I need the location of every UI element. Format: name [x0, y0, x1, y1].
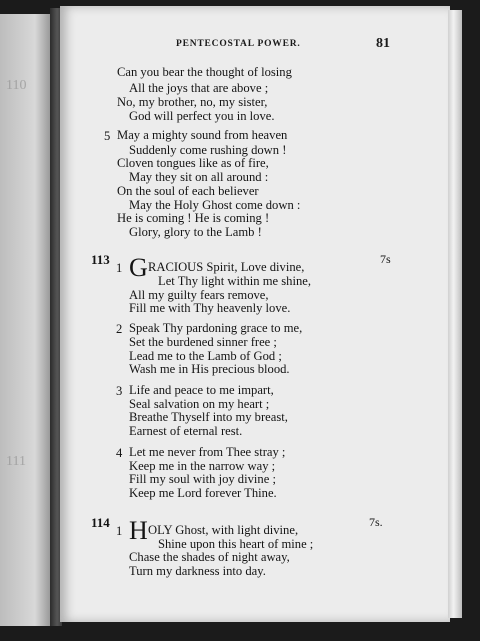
- left-page-number-bottom: 111: [6, 454, 26, 469]
- hymn-line: All my guilty fears remove,: [129, 288, 269, 302]
- hymn-line: Lead me to the Lamb of God ;: [129, 349, 282, 363]
- drop-cap: H: [129, 516, 148, 545]
- hymn-number: 114: [91, 515, 110, 530]
- hymn-line: RACIOUS Spirit, Love divine,: [148, 260, 305, 274]
- hymn-line: Wash me in His precious blood.: [129, 362, 290, 376]
- hymn-line: May the Holy Ghost come down :: [129, 198, 301, 212]
- hymn-line: Set the burdened sinner free ;: [129, 335, 277, 349]
- verse-number: 2: [116, 322, 123, 336]
- hymn-line: Let Thy light within me shine,: [158, 274, 311, 288]
- running-title: PENTECOSTAL POWER.: [176, 39, 301, 49]
- hymn-line: Life and peace to me impart,: [129, 383, 274, 397]
- hymn-line: Keep me Lord forever Thine.: [129, 486, 277, 500]
- hymn-line: Seal salvation on my heart ;: [129, 397, 270, 411]
- hymn-line: OLY Ghost, with light divine,: [148, 523, 299, 537]
- hymn-line: Speak Thy pardoning grace to me,: [129, 321, 303, 335]
- hymn-line: He is coming ! He is coming !: [117, 211, 270, 225]
- left-page-number-top: 110: [6, 78, 27, 93]
- hymn-line: Turn my darkness into day.: [129, 564, 266, 578]
- verse-number: 1: [116, 524, 123, 538]
- hymn-line: On the soul of each believer: [117, 184, 259, 198]
- hymn-line: Earnest of eternal rest.: [129, 424, 243, 438]
- hymn-line: Let me never from Thee stray ;: [129, 445, 286, 459]
- verse-number: 5: [104, 129, 111, 143]
- hymn-meter: 7s.: [369, 515, 383, 529]
- page-number: 81: [376, 36, 390, 51]
- hymn-line: Chase the shades of night away,: [129, 550, 290, 564]
- verse-number: 4: [116, 446, 123, 460]
- hymn-line: Fill me with Thy heavenly love.: [129, 301, 291, 315]
- hymn-line: Keep me in the narrow way ;: [129, 459, 276, 473]
- hymn-line: Cloven tongues like as of fire,: [117, 156, 269, 170]
- hymn-line: Suddenly come rushing down !: [129, 143, 287, 157]
- hymn-line: May they sit on all around :: [129, 170, 269, 184]
- hymn-line: Fill my soul with joy divine ;: [129, 472, 276, 486]
- hymn-line: All the joys that are above ;: [129, 81, 269, 95]
- verse-number: 1: [116, 261, 123, 275]
- hymn-line: No, my brother, no, my sister,: [117, 95, 268, 109]
- hymn-line: Shine upon this heart of mine ;: [158, 537, 314, 551]
- hymn-meter: 7s: [380, 252, 391, 266]
- left-page-edge: [0, 14, 50, 626]
- hymn-line: May a mighty sound from heaven: [117, 128, 288, 142]
- hymn-line: God will perfect you in love.: [129, 109, 275, 123]
- verse-number: 3: [116, 384, 123, 398]
- page-edge: [448, 10, 462, 618]
- hymn-number: 113: [91, 252, 110, 267]
- hymn-line: Breathe Thyself into my breast,: [129, 410, 288, 424]
- drop-cap: G: [129, 253, 148, 282]
- hymn-line: Can you bear the thought of losing: [117, 65, 292, 79]
- hymn-line: Glory, glory to the Lamb !: [129, 225, 262, 239]
